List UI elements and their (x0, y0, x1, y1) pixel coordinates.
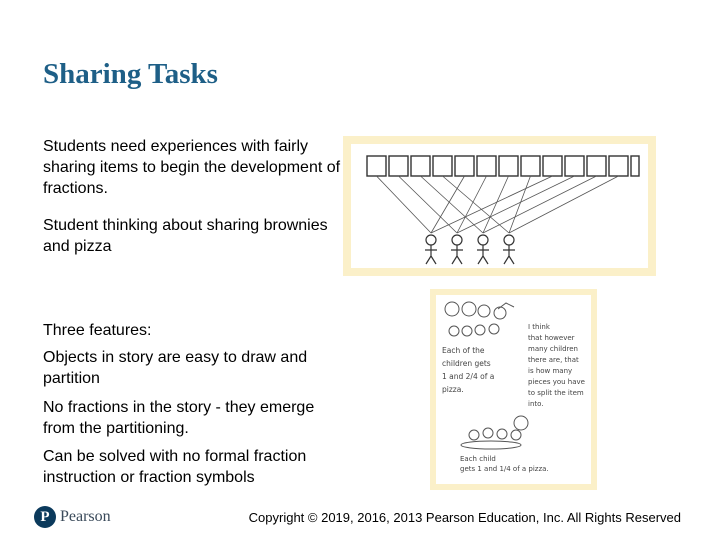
brownie-square (411, 156, 430, 176)
stick-figure-icon (477, 235, 489, 264)
share-line (377, 176, 432, 233)
feature-item: No fractions in the story - they emerge from the partitioning. (43, 399, 315, 437)
handwritten-note: there are, that (528, 356, 579, 364)
brownie-sharing-drawing (343, 136, 656, 276)
handwritten-note: pieces you have (528, 378, 585, 386)
handwritten-note: that however (528, 334, 575, 342)
copyright-notice: Copyright © 2019, 2016, 2013 Pearson Education, Inc. All Rights Reserved (248, 510, 681, 525)
handwritten-note: into. (528, 400, 544, 408)
brownie-square (521, 156, 540, 176)
brownie-square (367, 156, 386, 176)
handwritten-note: to split the item (528, 389, 584, 397)
brownie-square (433, 156, 452, 176)
handwritten-note: gets 1 and 1/4 of a pizza. (460, 465, 549, 473)
share-line (399, 176, 458, 233)
feature-item: Can be solved with no formal fraction instruction or fraction symbols (43, 448, 307, 486)
handwritten-note: 1 and 2/4 of a (442, 372, 495, 381)
brownie-square (609, 156, 628, 176)
intro-text: Students need experiences with fairly sharing items to begin the development of fractions. (43, 138, 341, 197)
handwritten-note: Each child (460, 455, 496, 463)
handwritten-note: many children (528, 345, 578, 353)
share-line (431, 176, 553, 233)
brownie-square (477, 156, 496, 176)
share-line (457, 176, 575, 233)
handwritten-note: is how many (528, 367, 573, 375)
brownie-square (543, 156, 562, 176)
brownie-square (587, 156, 606, 176)
brownie-square (565, 156, 584, 176)
pearson-logo (34, 506, 111, 528)
share-line (457, 176, 487, 233)
stick-figure-icon (503, 235, 515, 264)
pearson-logo-mark: P (34, 506, 56, 528)
brownie-diagram (351, 144, 648, 268)
share-line (483, 176, 509, 233)
share-line (509, 176, 619, 233)
pizza-work-sketch (436, 295, 591, 484)
share-line (483, 176, 597, 233)
stick-figure-icon (425, 235, 437, 264)
handwritten-note: pizza. (442, 385, 464, 394)
handwritten-note: I think (528, 323, 550, 331)
share-line (443, 176, 510, 233)
brownie-square (499, 156, 518, 176)
share-line (509, 176, 531, 233)
pizza-sharing-student-work (430, 289, 597, 490)
brownie-square (631, 156, 639, 176)
thinking-text: Student thinking about sharing brownies and pizza (43, 217, 328, 255)
features-heading: Three features: (43, 322, 152, 339)
stick-figure-icon (451, 235, 463, 264)
brownie-square (455, 156, 474, 176)
pearson-logo-text: Pearson (60, 508, 111, 525)
slide-title: Sharing Tasks (43, 58, 218, 90)
brownie-square (389, 156, 408, 176)
handwritten-note: children gets (442, 359, 491, 368)
share-line (421, 176, 484, 233)
handwritten-note: Each of the (442, 346, 485, 355)
feature-item: Objects in story are easy to draw and partition (43, 349, 308, 387)
